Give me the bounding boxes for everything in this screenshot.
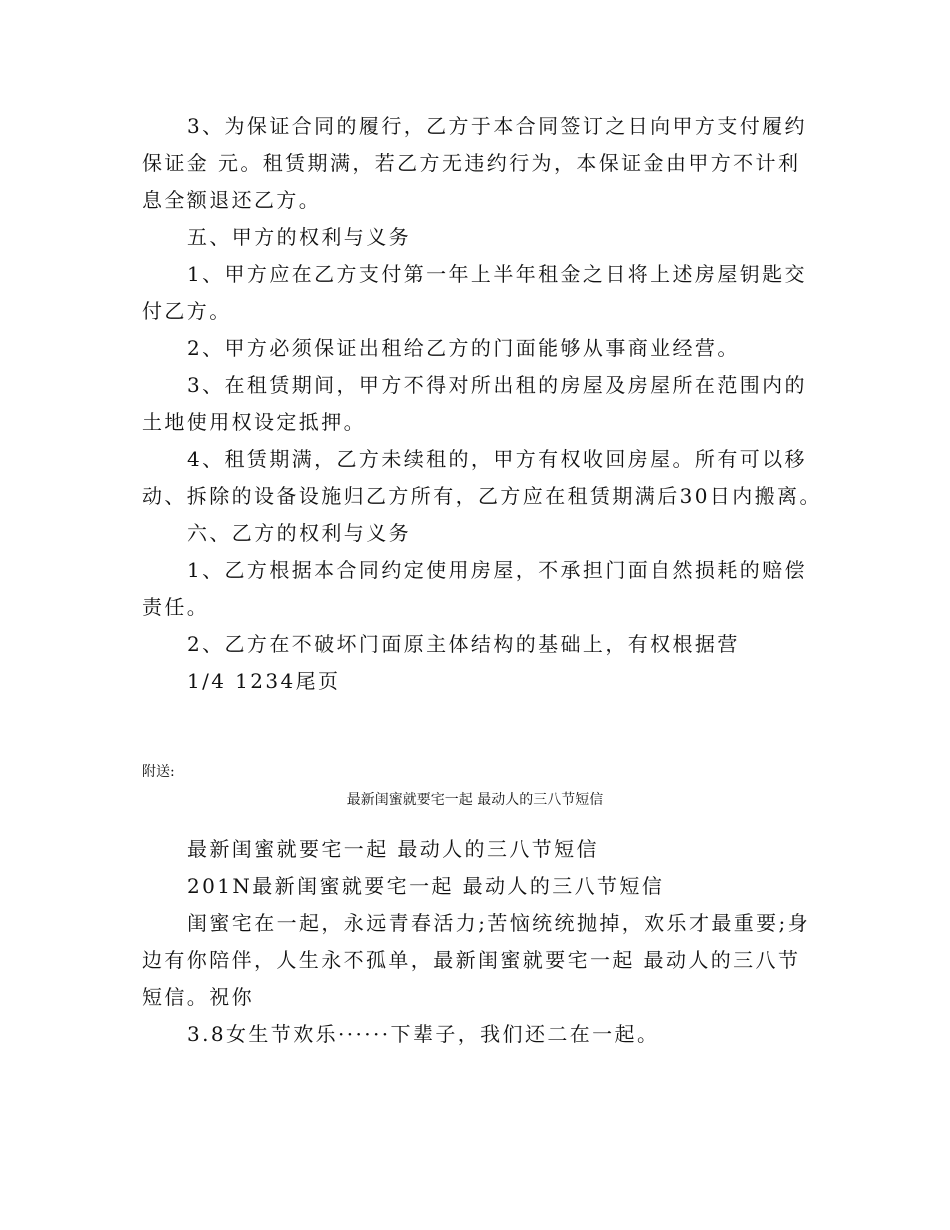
page-indicator: 1/4 1234尾页 xyxy=(187,669,341,693)
appendix-message: 闺蜜宅在一起，永远青春活力;苦恼统统抛掉，欢乐才最重要;身边有你陪伴，人生永不孤单，最新闺蜜就要宅一起 最动人的三八节短信。祝你 xyxy=(142,911,811,1009)
appendix-line-2: 201N最新闺蜜就要宅一起 最动人的三八节短信 xyxy=(187,874,665,898)
lessor-clause-4: 4、租赁期满，乙方未续租的，甲方有权收回房屋。所有可以移动、拆除的设备设施归乙方所有，乙方应在租赁期满后30日内搬离。 xyxy=(142,447,822,508)
section-heading-six: 六、乙方的权利与义务 xyxy=(187,521,411,545)
section-heading-five: 五、甲方的权利与义务 xyxy=(187,225,411,249)
lessor-clause-3: 3、在租赁期间，甲方不得对所出租的房屋及房屋所在范围内的土地使用权设定抵押。 xyxy=(142,373,807,434)
appendix-closing: 3.8女生节欢乐······下辈子，我们还二在一起。 xyxy=(187,1022,660,1046)
appendix-label: 附送: xyxy=(142,764,175,780)
appendix-title: 最新闺蜜就要宅一起 最动人的三八节短信 xyxy=(346,792,604,808)
lessor-clause-1: 1、甲方应在乙方支付第一年上半年租金之日将上述房屋钥匙交付乙方。 xyxy=(142,262,807,323)
lessee-clause-1: 1、乙方根据本合同约定使用房屋，不承担门面自然损耗的赔偿责任。 xyxy=(142,558,807,619)
lessee-clause-2: 2、乙方在不破坏门面原主体结构的基础上，有权根据营 xyxy=(187,632,740,656)
lessor-clause-2: 2、甲方必须保证出租给乙方的门面能够从事商业经营。 xyxy=(187,336,740,360)
deposit-clause: 3、为保证合同的履行，乙方于本合同签订之日向甲方支付履约保证金 元。租赁期满，若乙方无违约行为，本保证金由甲方不计利息全额退还乙方。 xyxy=(142,114,807,212)
appendix-line-1: 最新闺蜜就要宅一起 最动人的三八节短信 xyxy=(187,837,599,861)
